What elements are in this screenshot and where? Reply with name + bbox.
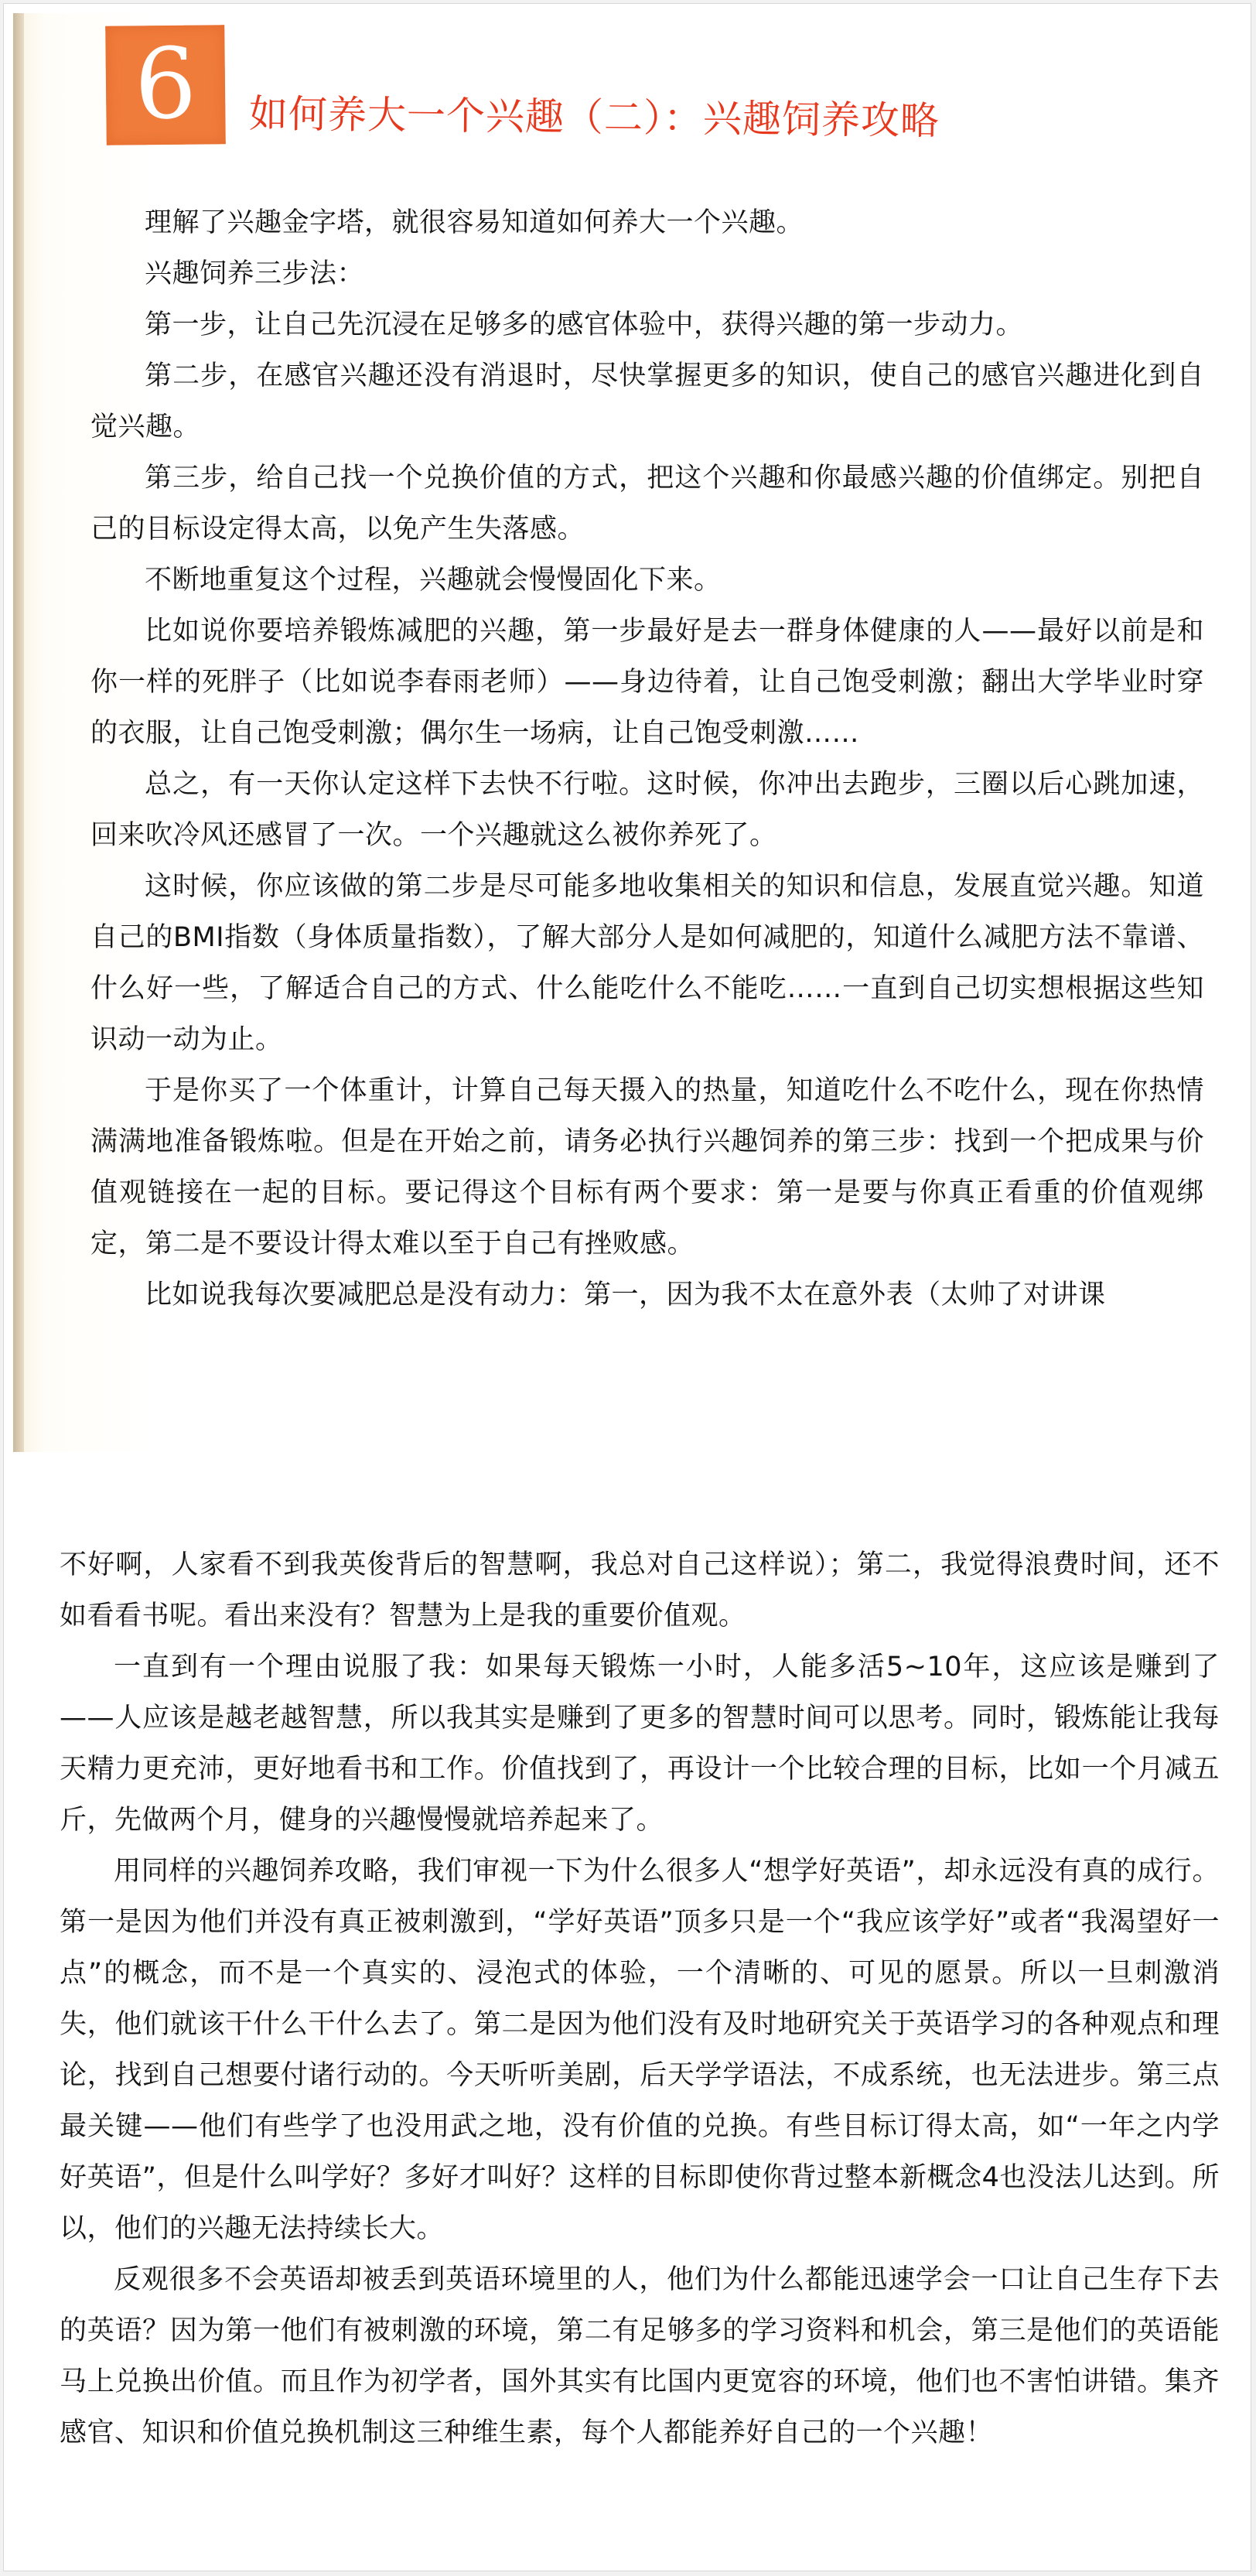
book-spine-edge bbox=[13, 13, 24, 1452]
paragraph: 总之，有一天你认定这样下去快不行啦。这时候，你冲出去跑步，三圈以后心跳加速，回来吹冷风还感冒了一次。一个兴趣就这么被你养死了。 bbox=[90, 769, 1204, 851]
paragraph: 第一步，让自己先沉浸在足够多的感官体验中，获得兴趣的第一步动力。 bbox=[145, 309, 1024, 340]
chapter-number-badge bbox=[105, 25, 226, 145]
paragraph: 兴趣饲养三步法： bbox=[145, 258, 365, 289]
page-2-body bbox=[60, 1539, 1220, 2458]
chapter-title: 如何养大一个兴趣（二）：兴趣饲养攻略 bbox=[248, 91, 940, 144]
paragraph: 比如说我每次要减肥总是没有动力：第一，因为我不太在意外表（太帅了对讲课 bbox=[145, 1279, 1106, 1310]
chapter-number: 6 bbox=[134, 26, 197, 142]
scanned-document bbox=[3, 3, 1251, 2571]
paragraph: 用同样的兴趣饲养攻略，我们审视一下为什么很多人“想学好英语”，却永远没有真的成行。第一是因为他们并没有真正被刺激到，“学好英语”顶多只是一个“我应该学好”或者“我渴望好一点”的概念，而不是一个真实的、浸泡式的体验，一个清晰的、可见的愿景。所以一旦刺激消失，他们就该干什么干什么去了。第二是因为他们没有及时地研究关于英语学习的各种观点和理论，找到自己想要付诸行动的。今天听听美剧，后天学学语法，不成系统，也无法进步。第三点最关键——他们有些学了也没用武之地，没有价值的兑换。有些目标订得太高，如“一年之内学好英语”，但是什么叫学好？多好才叫好？这样的目标即使你背过整本新概念4也没法儿达到。所以，他们的兴趣无法持续长大。 bbox=[60, 1856, 1220, 2244]
paragraph-continued: 不好啊，人家看不到我英俊背后的智慧啊，我总对自己这样说）；第二，我觉得浪费时间，还不如看看书呢。看出来没有？智慧为上是我的重要价值观。 bbox=[60, 1549, 1220, 1631]
paragraph: 第二步，在感官兴趣还没有消退时，尽快掌握更多的知识，使自己的感官兴趣进化到自觉兴趣。 bbox=[90, 360, 1204, 442]
paragraph: 第三步，给自己找一个兑换价值的方式，把这个兴趣和你最感兴趣的价值绑定。别把自己的目标设定得太高，以免产生失落感。 bbox=[90, 463, 1204, 545]
paragraph: 这时候，你应该做的第二步是尽可能多地收集相关的知识和信息，发展直觉兴趣。知道自己的BMI指数（身体质量指数），了解大部分人是如何减肥的，知道什么减肥方法不靠谱、什么好一些，了解适合自己的方式、什么能吃什么不能吃……一直到自己切实想根据这些知识动一动为止。 bbox=[90, 871, 1204, 1055]
page-1 bbox=[13, 13, 1247, 1452]
paragraph: 反观很多不会英语却被丢到英语环境里的人，他们为什么都能迅速学会一口让自己生存下去的英语？因为第一他们有被刺激的环境，第二有足够多的学习资料和机会，第三是他们的英语能马上兑换出价值。而且作为初学者，国外其实有比国内更宽容的环境，他们也不害怕讲错。集齐感官、知识和价值兑换机制这三种维生素，每个人都能养好自己的一个兴趣！ bbox=[60, 2264, 1220, 2448]
paragraph: 不断地重复这个过程，兴趣就会慢慢固化下来。 bbox=[145, 565, 722, 596]
paragraph: 于是你买了一个体重计，计算自己每天摄入的热量，知道吃什么不吃什么，现在你热情满满地准备锻炼啦。但是在开始之前，请务必执行兴趣饲养的第三步：找到一个把成果与价值观链接在一起的目标。要记得这个目标有两个要求：第一是要与你真正看重的价值观绑定，第二是不要设计得太难以至于自己有挫败感。 bbox=[90, 1075, 1204, 1259]
paragraph: 比如说你要培养锻炼减肥的兴趣，第一步最好是去一群身体健康的人——最好以前是和你一样的死胖子（比如说李春雨老师）——身边待着，让自己饱受刺激；翻出大学毕业时穿的衣服，让自己饱受刺激；偶尔生一场病，让自己饱受刺激…… bbox=[90, 616, 1204, 749]
page-1-body bbox=[90, 197, 1204, 1320]
page-2 bbox=[13, 1462, 1247, 2570]
paragraph: 一直到有一个理由说服了我：如果每天锻炼一小时，人能多活5~10年，这应该是赚到了——人应该是越老越智慧，所以我其实是赚到了更多的智慧时间可以思考。同时，锻炼能让我每天精力更充沛，更好地看书和工作。价值找到了，再设计一个比较合理的目标，比如一个月减五斤，先做两个月，健身的兴趣慢慢就培养起来了。 bbox=[60, 1652, 1220, 1836]
paragraph: 理解了兴趣金字塔，就很容易知道如何养大一个兴趣。 bbox=[145, 207, 804, 238]
